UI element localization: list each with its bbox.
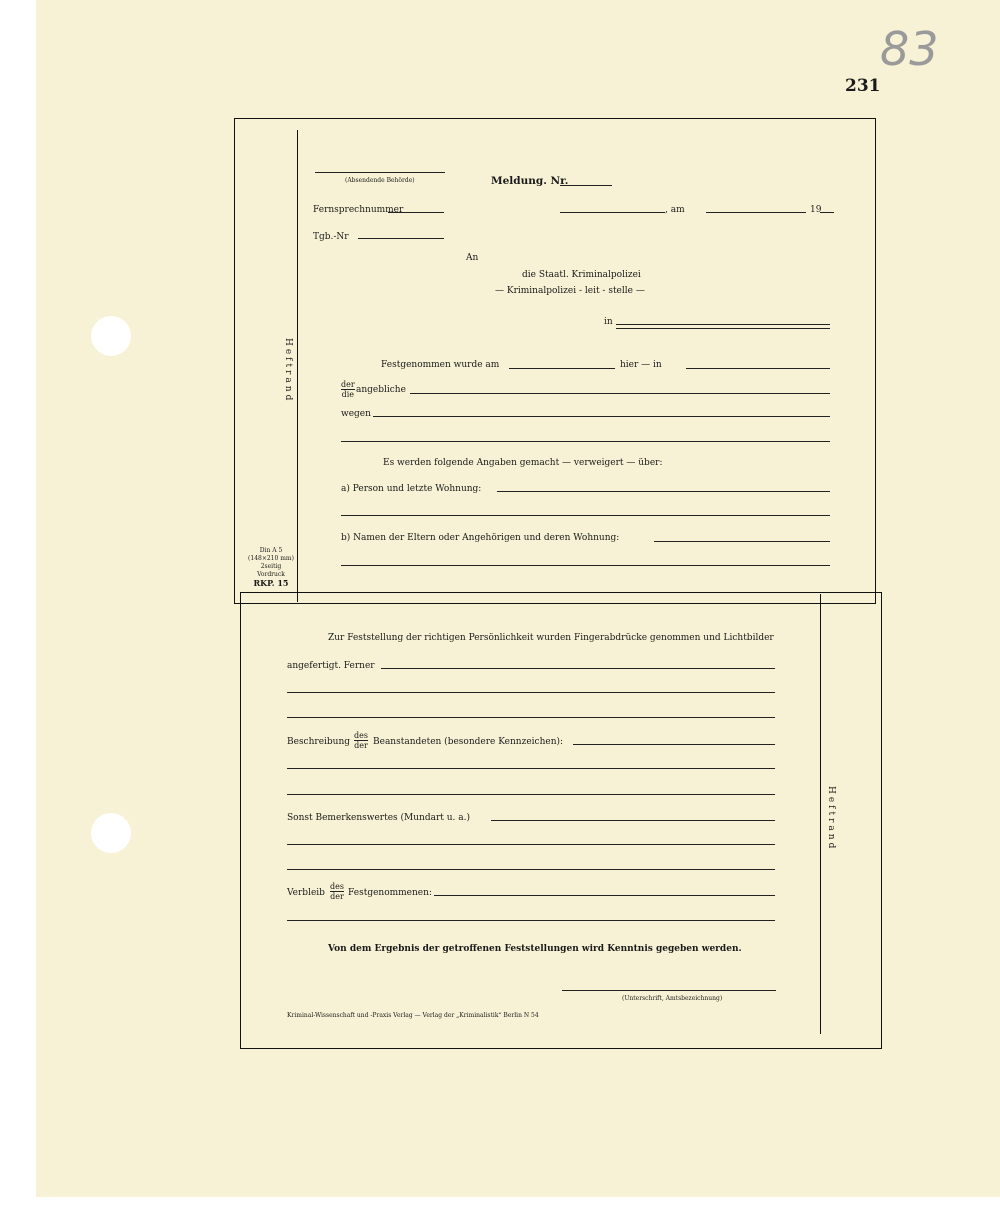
- bottom-margin-divider: [820, 594, 821, 1034]
- item-b-field-2[interactable]: [341, 565, 830, 566]
- heftrand-left: Heftrand: [283, 338, 293, 404]
- remarks-field-3[interactable]: [287, 869, 775, 870]
- recipient-place-field[interactable]: [616, 324, 830, 325]
- der-die-fraction: der die: [341, 380, 355, 399]
- statement-label: Es werden folgende Angaben gemacht — verweigert — über:: [383, 458, 663, 468]
- beanstandeten-label: Beanstandeten (besondere Kennzeichen):: [373, 737, 564, 747]
- remarks-field-2[interactable]: [287, 844, 775, 845]
- top-margin-divider: [297, 130, 298, 602]
- recipient-place-field-2: [616, 328, 830, 329]
- item-b-label: b) Namen der Eltern oder Angehörigen und deren Wohnung:: [341, 533, 620, 543]
- year-field[interactable]: [820, 212, 834, 213]
- ferner-field-3[interactable]: [287, 717, 775, 718]
- arrest-place-field[interactable]: [686, 368, 830, 369]
- whereabouts-field[interactable]: [434, 895, 775, 896]
- angebliche-label: angebliche: [356, 385, 406, 395]
- date-field[interactable]: [706, 212, 806, 213]
- ferner-field[interactable]: [381, 668, 775, 669]
- year-label: 19: [810, 205, 822, 215]
- reason-field[interactable]: [373, 416, 830, 417]
- publisher-line: Kriminal-Wissenschaft und -Praxis Verlag — Verlag der „Kriminalistik“ Berlin N 54: [287, 1012, 539, 1019]
- in-label: in: [604, 317, 613, 327]
- verbleib-label: Verbleib: [287, 888, 325, 898]
- place-field[interactable]: [560, 212, 665, 213]
- form-code-block: Din A 5 (148×210 mm) 2seitig Vordruck RKP. 15: [248, 547, 294, 588]
- an-label: An: [466, 253, 479, 263]
- date-am-label: , am: [665, 205, 685, 215]
- signature-caption: (Unterschrift, Amtsbezeichnung): [622, 995, 723, 1002]
- recipient-line-1: die Staatl. Kriminalpolizei: [522, 270, 641, 280]
- description-field-2[interactable]: [287, 768, 775, 769]
- des-der-fraction-1: des der: [354, 731, 368, 750]
- item-a-field-2[interactable]: [341, 515, 830, 516]
- page-number: 231: [845, 76, 881, 96]
- heftrand-right: Heftrand: [826, 786, 836, 852]
- person-field[interactable]: [410, 393, 830, 394]
- remarks-field[interactable]: [491, 820, 775, 821]
- sonst-label: Sonst Bemerkenswertes (Mundart u. a.): [287, 813, 471, 823]
- arrest-date-field[interactable]: [509, 368, 615, 369]
- punch-hole-bottom: [91, 813, 131, 853]
- des-der-fraction-2: des der: [330, 882, 344, 901]
- intro-line-1: Zur Feststellung der richtigen Persönlichkeit wurden Fingerabdrücke genommen und Lichtbilder: [328, 633, 774, 643]
- item-a-field[interactable]: [497, 491, 830, 492]
- hier-in-label: hier — in: [620, 360, 662, 370]
- phone-label: Fernsprechnummer: [313, 205, 404, 215]
- form-title: Meldung. Nr.: [491, 175, 569, 187]
- ergebnis-statement: Von dem Ergebnis der getroffenen Feststellungen wird Kenntnis gegeben werden.: [328, 944, 742, 954]
- ferner-field-2[interactable]: [287, 692, 775, 693]
- tgb-field[interactable]: [358, 238, 444, 239]
- festgenommenen-label: Festgenommenen:: [348, 888, 432, 898]
- wegen-label: wegen: [341, 409, 371, 419]
- sender-line: [315, 172, 445, 173]
- reason-field-2[interactable]: [341, 441, 830, 442]
- handwritten-number: 83: [880, 22, 939, 76]
- description-field[interactable]: [573, 744, 775, 745]
- whereabouts-field-2[interactable]: [287, 920, 775, 921]
- tgb-label: Tgb.-Nr: [313, 232, 349, 242]
- report-number-line[interactable]: [560, 185, 612, 186]
- phone-field[interactable]: [388, 212, 444, 213]
- punch-hole-top: [91, 316, 131, 356]
- beschreibung-label: Beschreibung: [287, 737, 351, 747]
- item-b-field[interactable]: [654, 541, 830, 542]
- top-form-frame: [234, 118, 876, 604]
- arrest-label: Festgenommen wurde am: [381, 360, 500, 370]
- item-a-label: a) Person und letzte Wohnung:: [341, 484, 482, 494]
- signature-field[interactable]: [562, 990, 776, 991]
- recipient-line-2: — Kriminalpolizei - leit - stelle —: [495, 286, 645, 296]
- description-field-3[interactable]: [287, 794, 775, 795]
- intro-line-2: angefertigt. Ferner: [287, 661, 375, 671]
- sender-caption: (Absendende Behörde): [345, 177, 415, 184]
